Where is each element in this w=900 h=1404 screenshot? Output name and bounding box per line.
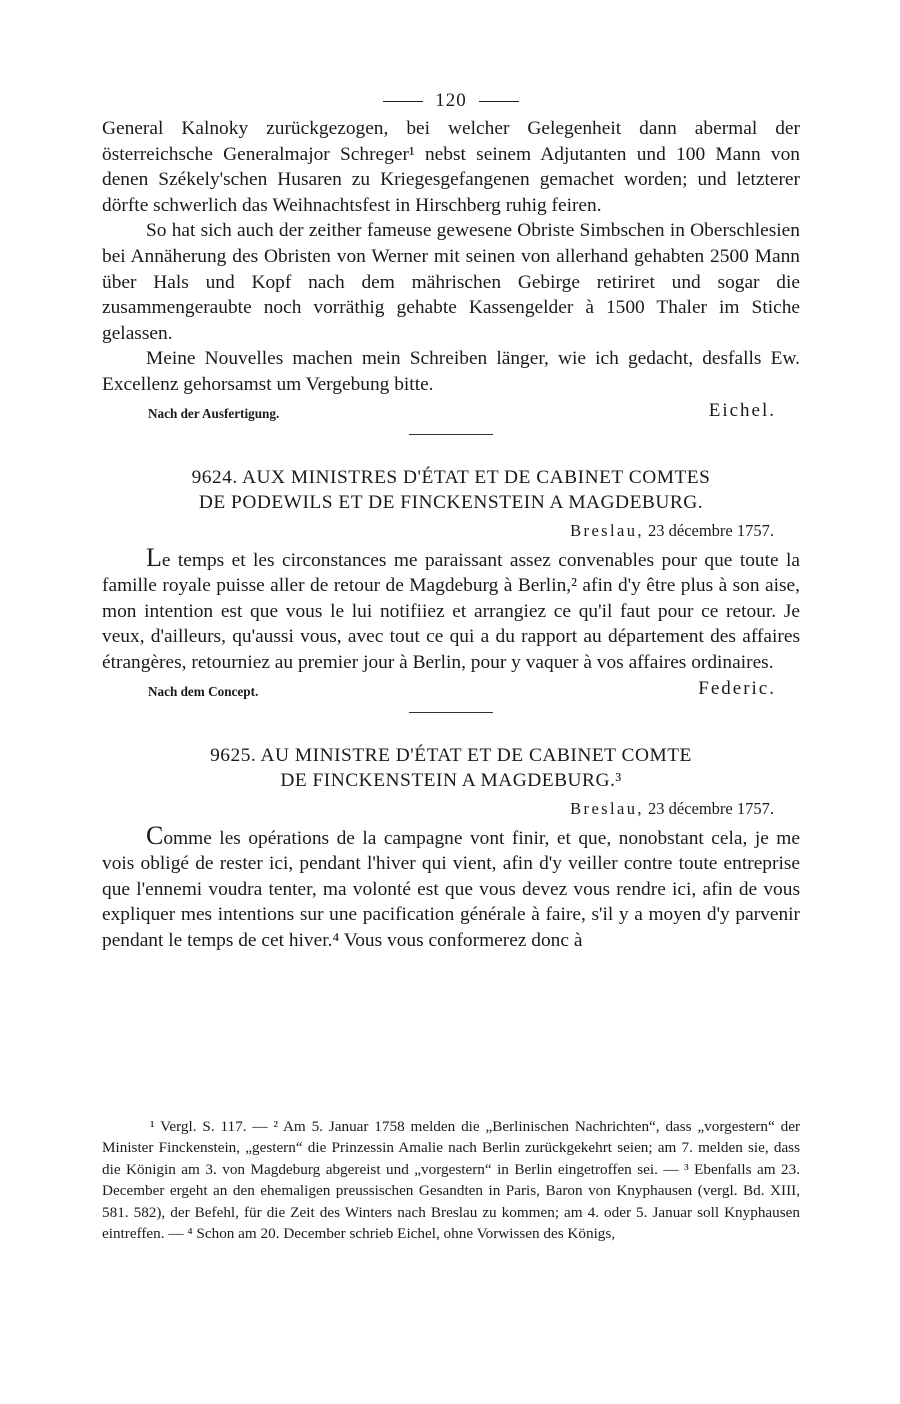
source-note: Nach der Ausfertigung. [148, 405, 280, 421]
letter-9625-body: omme les opérations de la campagne vont finir, et que, nonobstant cela, je me vois obligé de rester ici, pendant l'hiver qui vient, afin d'y veiller contre toute entreprise que l'ennemi voudra tenter, ma volonté est que vous devez vous rendre ici, afin de vous expliquer mes intentions sur une pacification générale à faire, s'il y a moyen d'y parvenir pendant le temps de cet hiver.⁴ Vous vous conformerez donc à [102, 827, 800, 951]
page-body [102, 86, 800, 953]
letter-9624-place: Breslau, [570, 520, 644, 540]
letter-9624-heading-line1: 9624. AUX MINISTRES D'ÉTAT ET DE CABINET COMTES [191, 466, 711, 488]
letter-9624-text [102, 542, 800, 676]
paragraph-nouvelles: Meine Nouvelles machen mein Schreiben länger, wie ich gedacht, desfalls Ew. Excellenz gehorsamst um Vergebung bitte. [102, 348, 800, 395]
signature-federic: Federic. [698, 677, 776, 699]
signature-line-2 [102, 678, 800, 702]
footnote-text: ¹ Vergl. S. 117. — ² Am 5. Januar 1758 melden die „Berlinischen Nachrichten“, dass „vorgestern“ der Minister Finckenstein, „gestern“ die Prinzessin Amalie nach Berlin zurückgekehrt seien; am 7. melden sie, dass die Königin am 3. von Magdeburg abgereist und „vorgestern“ in Berlin eingetroffen sei. — ³ Ebenfalls am 23. December ergeht an den ehemaligen preussischen Gesandten in Paris, Baron von Knyphausen (vergl. Bd. XIII, 581. 582), der Befehl, für die Zeit des Winters nach Breslau zu kommen; am 4. oder 5. Januar soll Knyphausen eintreffen. — ⁴ Schon am 20. December schrieb Eichel, ohne Vorwissen des Königs, [102, 1118, 800, 1243]
page-number: 120 [435, 90, 467, 111]
letter-9625-heading-line1: 9625. AU MINISTRE D'ÉTAT ET DE CABINET COMTE [210, 744, 692, 766]
section-divider-2 [409, 712, 493, 713]
letter-9624-date: 23 décembre 1757. [648, 520, 774, 540]
letter-9625-date: 23 décembre 1757. [648, 798, 774, 818]
letter-9624-heading [102, 465, 800, 515]
letter-9624-dateline [102, 521, 774, 541]
letter-9625-dateline [102, 799, 774, 819]
letter-9624-body: e temps et les circonstances me paraissant assez convenables pour que toute la famille royale puisse aller de retour de Magdeburg à Berlin,² afin d'y être plus à son aise, mon intention est que vous le lui notifiiez et arrangiez ce qu'il faut pour ce retour. Je veux, d'ailleurs, qu'aussi vous, avec tout ce qui a du rapport au département des affaires étrangères, retourniez au premier jour à Berlin, pour y vaquer à vos affaires ordinaires. [102, 549, 800, 673]
paragraph-continued: General Kalnoky zurückgezogen, bei welcher Gelegenheit dann abermal der österreichsche Generalmajor Schreger¹ nebst seinem Adjutanten und 100 Mann von denen Székely'schen Husaren zu Kriegesgefangenen gemachet worden; und letzterer dörfte schwerlich das Weihnachtsfest in Hirschberg ruhig feiren. [102, 118, 800, 216]
letter-9625-place: Breslau, [570, 798, 644, 818]
letter-9624-dropcap: L [146, 542, 162, 572]
signature-eichel: Eichel. [708, 399, 776, 421]
letter-9624-heading-line2: DE PODEWILS ET DE FINCKENSTEIN A MAGDEBURG. [198, 491, 704, 513]
letter-9624-source: Nach dem Concept. [148, 683, 259, 699]
signature-line-1 [102, 400, 800, 424]
header-dash-right [479, 101, 519, 102]
letter-9625-dropcap: C [146, 820, 164, 850]
footnotes [102, 1116, 800, 1244]
paragraph-simbschen: So hat sich auch der zeither fameuse gewesene Obriste Simbschen in Oberschlesien bei Annäherung des Obristen von Werner mit seinen von allerhand gehabten 2500 Mann über Hals und Kopf nach dem mährischen Gebirge retiriret und sogar die zusammengeraubte noch vorräthig gehabte Kassengelder à 1500 Thaler im Stiche gelassen. [102, 220, 800, 344]
letter-9625-heading [102, 743, 800, 793]
section-divider-1 [409, 434, 493, 435]
letter-9625-text [102, 820, 800, 954]
page-header [102, 86, 800, 116]
header-dash-left [383, 101, 423, 102]
letter-9625-heading-line2: DE FINCKENSTEIN A MAGDEBURG.³ [280, 769, 622, 791]
